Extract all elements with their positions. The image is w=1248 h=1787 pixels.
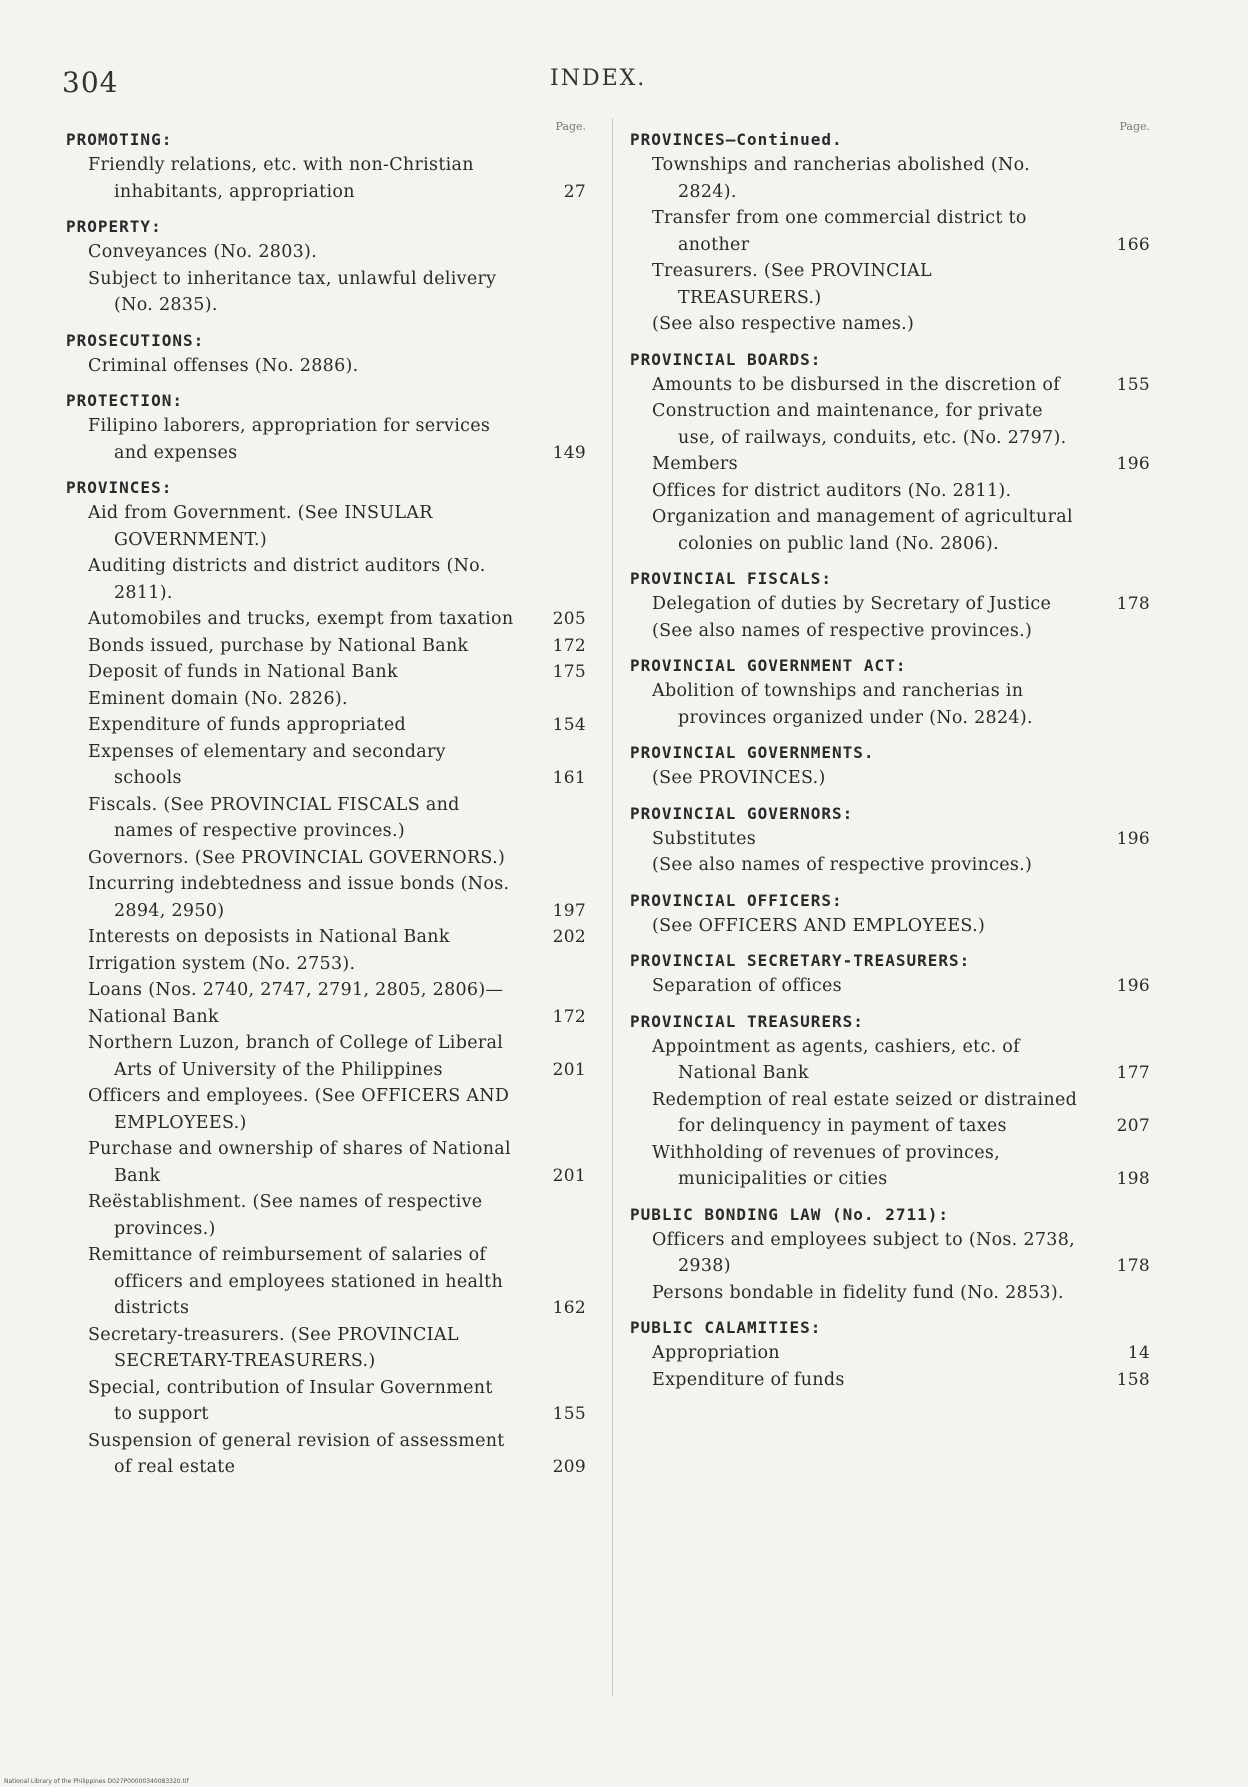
index-entry (66, 977, 586, 1004)
index-heading: PROVINCIAL TREASURERS: (630, 1011, 864, 1031)
entry-text: Expenses of elementary and secondary schools (88, 741, 446, 788)
entry-text: (See PROVINCES.) (652, 768, 826, 788)
index-entry (630, 765, 1150, 792)
entry-text: Officers and employees. (See OFFICERS AND EMPLOYEES.) (88, 1086, 510, 1133)
index-entry (66, 606, 586, 633)
index-column-left (66, 118, 586, 1481)
entry-page-ref: 161 (552, 768, 586, 788)
index-entry (66, 152, 586, 205)
entry-page-ref: 177 (1116, 1063, 1150, 1083)
index-entry (630, 826, 1150, 853)
index-entry (66, 1004, 586, 1031)
entry-text: Withholding of revenues of provinces, municipalities or cities (652, 1142, 1001, 1189)
index-entry (66, 1189, 586, 1242)
index-entry (630, 618, 1150, 645)
entry-page-ref: 207 (1116, 1116, 1150, 1136)
entry-page-ref: 198 (1116, 1169, 1150, 1189)
index-entry (630, 152, 1150, 205)
page-column-label: Page. (555, 120, 586, 133)
entry-page-ref: 155 (552, 1404, 586, 1424)
entry-page-ref: 197 (552, 900, 586, 921)
entry-text: Secretary-treasurers. (See PROVINCIAL SECRETARY-TREASURERS.) (88, 1324, 459, 1371)
index-entry (66, 1136, 586, 1189)
entry-text: Auditing districts and district auditors (No. 2811). (88, 556, 486, 603)
entry-text: Special, contribution of Insular Government to support (88, 1377, 493, 1424)
entry-text: Eminent domain (No. 2826). (88, 688, 348, 709)
index-heading: PROVINCIAL OFFICERS: (630, 890, 843, 910)
entry-text: Friendly relations, etc. with non-Christian inhabitants, appropriation (88, 155, 474, 202)
index-entry (66, 1375, 586, 1428)
index-entry (66, 1242, 586, 1322)
index-heading: PROVINCIAL GOVERNMENTS. (630, 743, 875, 762)
entry-text: Officers and employees subject to (Nos. 2738, 2938) (652, 1229, 1076, 1276)
index-entry (66, 500, 586, 553)
column-divider (612, 118, 613, 1696)
index-entry (66, 266, 586, 319)
entry-page-ref: 162 (552, 1298, 586, 1318)
entry-text: Members (652, 454, 738, 474)
index-entry (66, 845, 586, 872)
entry-text: Remittance of reimbursement of salaries of officers and employees stationed in health districts (88, 1245, 504, 1318)
entry-text: (See also names of respective provinces.) (652, 620, 1033, 641)
index-entry (630, 1227, 1150, 1280)
index-entry (630, 372, 1150, 399)
entry-text: Bonds issued, purchase by National Bank (88, 635, 469, 656)
index-heading: PROVINCIAL SECRETARY-TREASURERS: (630, 951, 971, 970)
entry-text: Transfer from one commercial district to another (652, 208, 1027, 255)
index-entry (630, 478, 1150, 505)
index-entry (630, 1087, 1150, 1140)
index-entry (630, 973, 1150, 1000)
entry-text: Expenditure of funds appropriated (88, 715, 407, 735)
index-entry (66, 712, 586, 739)
entry-text: National Bank (88, 1006, 219, 1027)
index-entry (66, 1428, 586, 1481)
index-entry (66, 871, 586, 924)
entry-text: Irrigation system (No. 2753). (88, 953, 356, 974)
entry-text: Construction and maintenance, for private use, of railways, conduits, etc. (No. 2797). (652, 401, 1067, 448)
entry-text: Treasurers. (See PROVINCIAL TREASURERS.) (652, 261, 932, 308)
index-entry (630, 591, 1150, 618)
entry-page-ref: 14 (1127, 1343, 1150, 1363)
entry-text: Substitutes (652, 828, 757, 849)
entry-page-ref: 196 (1116, 454, 1150, 474)
entry-text: Filipino laborers, appropriation for services and expenses (88, 416, 491, 463)
index-entry (66, 239, 586, 266)
entry-page-ref: 149 (552, 442, 586, 463)
index-heading: PROVINCIAL BOARDS: (630, 349, 822, 369)
index-heading: PUBLIC CALAMITIES: (630, 1318, 822, 1337)
index-entry (66, 686, 586, 713)
index-entry (630, 398, 1150, 451)
entry-page-ref: 154 (552, 715, 586, 735)
page-column-label: Page. (1119, 120, 1150, 133)
index-heading: PROMOTING: (66, 130, 173, 149)
entry-page-ref: 196 (1116, 976, 1150, 996)
index-heading: PROVINCIAL FISCALS: (630, 569, 833, 588)
entry-text: Fiscals. (See PROVINCIAL FISCALS and names of respective provinces.) (88, 794, 460, 841)
index-entry (630, 1034, 1150, 1087)
index-entry (630, 311, 1150, 338)
entry-text: Offices for district auditors (No. 2811). (652, 480, 1012, 501)
running-head: INDEX. (550, 66, 647, 91)
entry-text: Loans (Nos. 2740, 2747, 2791, 2805, 2806)— (88, 980, 504, 1000)
entry-text: (See also names of respective provinces.) (652, 855, 1033, 875)
index-entry (66, 353, 586, 380)
entry-page-ref: 155 (1116, 374, 1150, 395)
entry-text: Governors. (See PROVINCIAL GOVERNORS.) (88, 847, 506, 868)
entry-text: Redemption of real estate seized or distrained for delinquency in payment of taxes (652, 1089, 1078, 1136)
entry-page-ref: 27 (563, 181, 586, 202)
page-number: 304 (62, 66, 119, 99)
entry-text: Automobiles and trucks, exempt from taxation (88, 609, 514, 629)
entry-text: Northern Luzon, branch of College of Liberal Arts of University of the Philippines (88, 1033, 504, 1080)
index-heading: PROTECTION: (66, 391, 183, 410)
index-heading: PROVINCIAL GOVERNMENT ACT: (630, 656, 907, 675)
index-heading: PROVINCES—Continued. (630, 130, 843, 149)
index-heading: PROSECUTIONS: (66, 330, 205, 350)
entry-page-ref: 178 (1116, 1256, 1150, 1276)
index-heading: PUBLIC BONDING LAW (No. 2711): (630, 1204, 949, 1224)
index-entry (66, 633, 586, 660)
index-entry (630, 504, 1150, 557)
entry-page-ref: 202 (552, 927, 586, 947)
entry-text: Criminal offenses (No. 2886). (88, 355, 359, 376)
index-entry (630, 451, 1150, 478)
index-heading: PROVINCIAL GOVERNORS: (630, 803, 854, 823)
entry-text: Amounts to be disbursed in the discretion of (652, 374, 1061, 395)
scan-footer-tag: National Library of the Philippines D027P00000340083320.tif (4, 1778, 189, 1785)
entry-text: Organization and management of agricultural colonies on public land (No. 2806). (652, 507, 1073, 554)
entry-page-ref: 158 (1116, 1369, 1150, 1390)
index-entry (66, 659, 586, 686)
index-entry (630, 678, 1150, 731)
entry-page-ref: 209 (552, 1457, 586, 1477)
entry-text: Suspension of general revision of assessment of real estate (88, 1430, 505, 1477)
entry-text: Townships and rancherias abolished (No. 2824). (652, 155, 1030, 202)
index-entry (630, 1367, 1150, 1394)
entry-text: Subject to inheritance tax, unlawful delivery (No. 2835). (88, 268, 497, 315)
entry-text: Conveyances (No. 2803). (88, 242, 318, 262)
index-entry (630, 1140, 1150, 1193)
index-entry (66, 413, 586, 466)
entry-page-ref: 166 (1116, 234, 1150, 255)
index-heading: PROPERTY: (66, 217, 162, 236)
entry-text: Reëstablishment. (See names of respective provinces.) (88, 1192, 483, 1239)
index-entry (66, 1083, 586, 1136)
entry-text: Separation of offices (652, 976, 842, 996)
entry-text: Purchase and ownership of shares of National Bank (88, 1139, 511, 1186)
entry-text: Appointment as agents, cashiers, etc. of National Bank (652, 1036, 1020, 1083)
index-entry (630, 1280, 1150, 1307)
index-entry (66, 792, 586, 845)
index-entry (66, 951, 586, 978)
entry-page-ref: 178 (1116, 594, 1150, 614)
entry-page-ref: 175 (552, 662, 586, 682)
index-entry (630, 205, 1150, 258)
entry-text: (See OFFICERS AND EMPLOYEES.) (652, 915, 986, 936)
index-entry (66, 553, 586, 606)
entry-text: Interests on deposists in National Bank (88, 927, 450, 947)
index-entry (66, 924, 586, 951)
entry-page-ref: 172 (552, 1006, 586, 1027)
entry-text: Delegation of duties by Secretary of Justice (652, 594, 1052, 614)
index-entry (630, 1340, 1150, 1367)
entry-text: Persons bondable in fidelity fund (No. 2853). (652, 1282, 1064, 1303)
entry-text: Expenditure of funds (652, 1369, 845, 1390)
entry-text: Abolition of townships and rancherias in provinces organized under (No. 2824). (652, 681, 1033, 728)
index-entry (630, 258, 1150, 311)
index-entry (66, 739, 586, 792)
index-heading: PROVINCES: (66, 478, 173, 497)
index-entry (66, 1322, 586, 1375)
entry-page-ref: 172 (552, 635, 586, 656)
entry-text: Appropriation (652, 1343, 780, 1363)
entry-page-ref: 196 (1116, 828, 1150, 849)
index-column-right (630, 118, 1150, 1393)
entry-text: Aid from Government. (See INSULAR GOVERNMENT.) (88, 503, 433, 550)
entry-page-ref: 201 (552, 1059, 586, 1080)
index-entry (66, 1030, 586, 1083)
entry-text: Deposit of funds in National Bank (88, 662, 398, 682)
index-entry (630, 852, 1150, 879)
entry-page-ref: 205 (552, 609, 586, 629)
entry-page-ref: 201 (552, 1165, 586, 1186)
entry-text: Incurring indebtedness and issue bonds (Nos. 2894, 2950) (88, 874, 510, 921)
index-entry (630, 913, 1150, 940)
entry-text: (See also respective names.) (652, 314, 915, 334)
